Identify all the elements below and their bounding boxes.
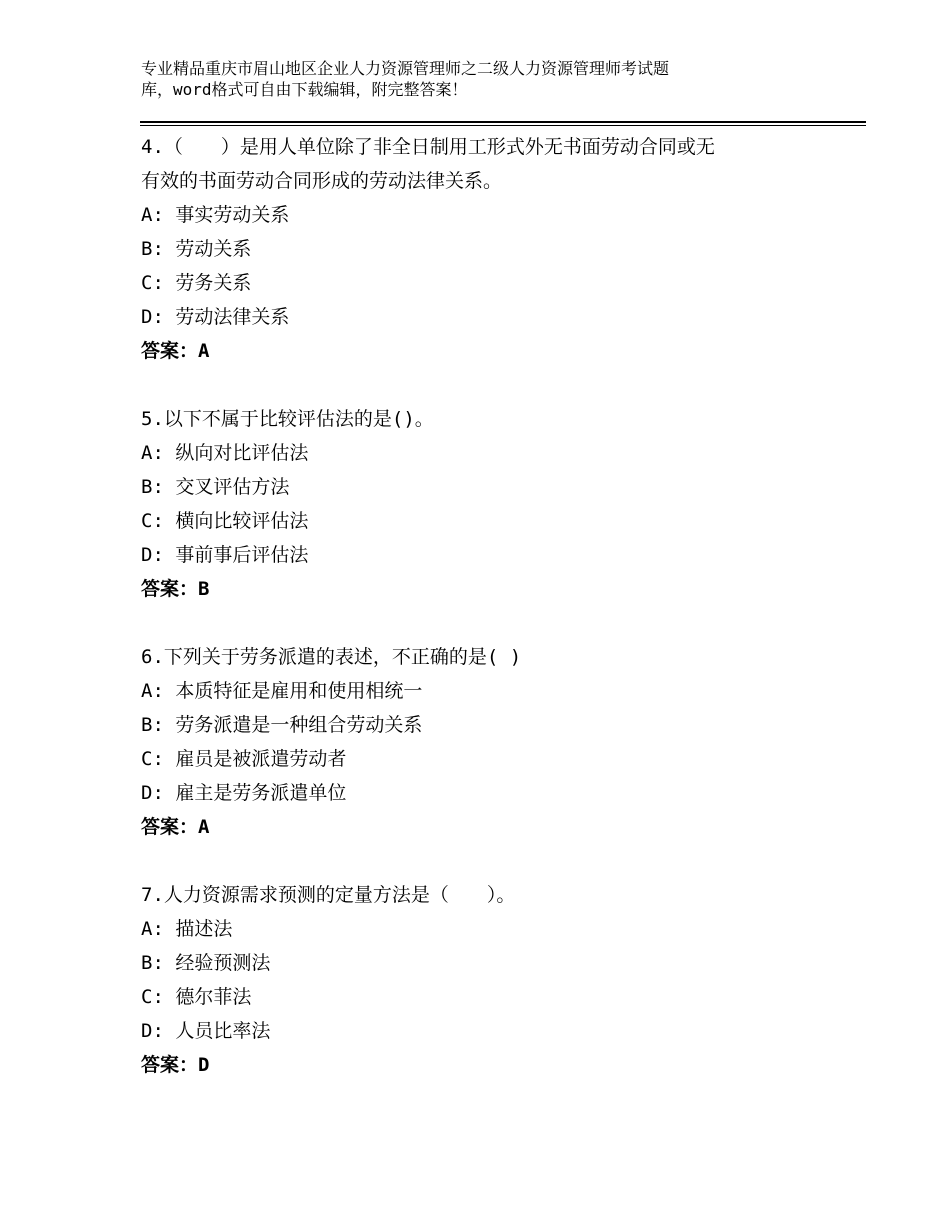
option-a: A: 纵向对比评估法	[141, 442, 309, 464]
question-list	[141, 130, 841, 1116]
question-stem-line: 有效的书面劳动合同形成的劳动法律关系。	[141, 170, 503, 192]
option-d: D: 事前事后评估法	[141, 544, 309, 566]
question-5	[141, 402, 841, 606]
option-a: A: 事实劳动关系	[141, 204, 290, 226]
option-c: C: 横向比较评估法	[141, 510, 309, 532]
option-b: B: 劳务派遣是一种组合劳动关系	[141, 714, 423, 736]
option-d: D: 人员比率法	[141, 1020, 271, 1042]
question-4	[141, 130, 841, 368]
header-line-1: 专业精品重庆市眉山地区企业人力资源管理师之二级人力资源管理师考试题	[141, 59, 670, 78]
option-b: B: 劳动关系	[141, 238, 252, 260]
header-rule-thin	[140, 125, 866, 126]
answer-label: 答案：	[141, 816, 199, 838]
option-b: B: 经验预测法	[141, 952, 271, 974]
question-stem-line: 5.以下不属于比较评估法的是()。	[141, 408, 434, 430]
question-stem-line: 7.人力资源需求预测的定量方法是（ ）。	[141, 884, 516, 906]
question-7	[141, 878, 841, 1082]
answer-key: B	[198, 578, 210, 600]
answer-key: A	[198, 340, 210, 362]
answer-line	[141, 572, 841, 606]
answer-line	[141, 1048, 841, 1082]
answer-line	[141, 810, 841, 844]
question-stem-line: 4.（ ）是用人单位除了非全日制用工形式外无书面劳动合同或无	[141, 136, 715, 158]
document-header	[141, 58, 821, 100]
option-d: D: 雇主是劳务派遣单位	[141, 782, 347, 804]
question-stem-line: 6.下列关于劳务派遣的表述，不正确的是( )	[141, 646, 522, 668]
answer-label: 答案：	[141, 1054, 199, 1076]
option-a: A: 描述法	[141, 918, 233, 940]
option-c: C: 劳务关系	[141, 272, 252, 294]
answer-key: A	[198, 816, 210, 838]
header-line-2: 库，word格式可自由下载编辑，附完整答案！	[141, 80, 468, 99]
answer-key: D	[198, 1054, 210, 1076]
answer-label: 答案：	[141, 340, 199, 362]
option-c: C: 雇员是被派遣劳动者	[141, 748, 347, 770]
option-c: C: 德尔菲法	[141, 986, 252, 1008]
answer-label: 答案：	[141, 578, 199, 600]
option-b: B: 交叉评估方法	[141, 476, 290, 498]
header-rule-thick	[140, 121, 866, 123]
question-6	[141, 640, 841, 844]
option-d: D: 劳动法律关系	[141, 306, 290, 328]
answer-line	[141, 334, 841, 368]
option-a: A: 本质特征是雇用和使用相统一	[141, 680, 423, 702]
